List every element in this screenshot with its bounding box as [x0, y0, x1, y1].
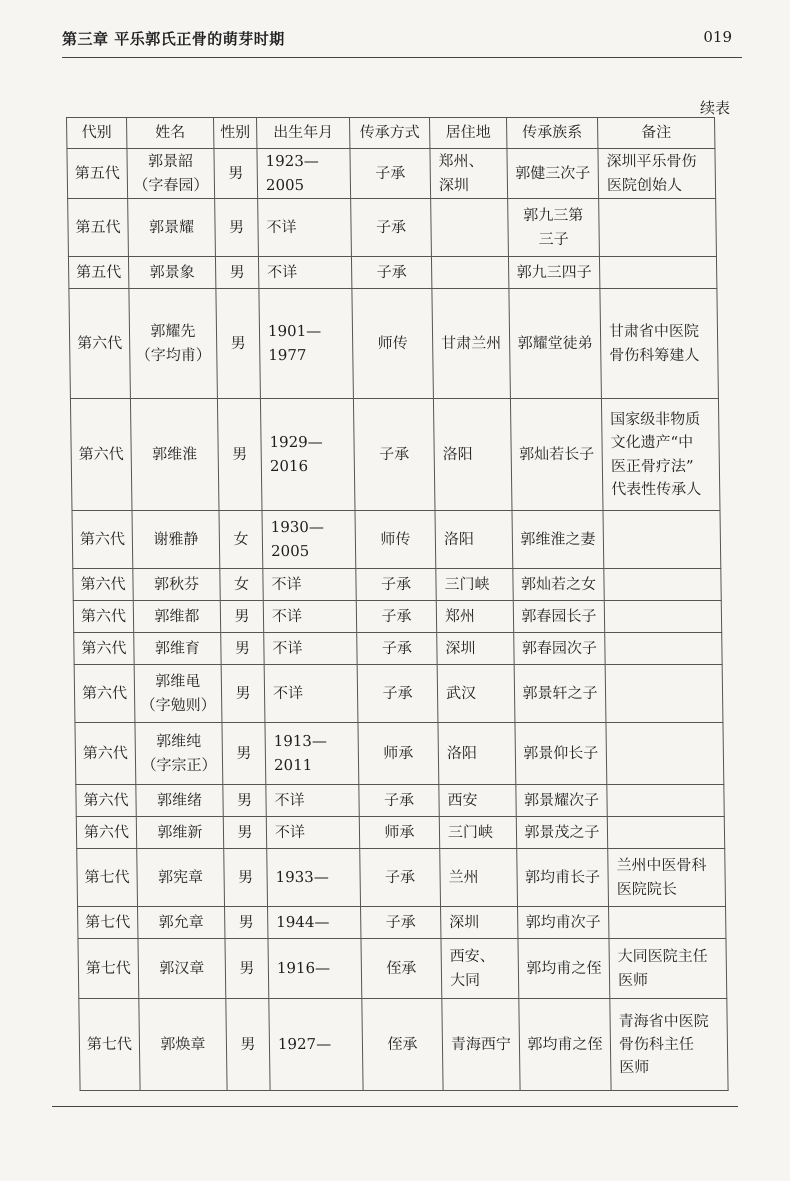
cell-name: 郭秋芬: [133, 569, 220, 601]
table-row: [72, 511, 721, 569]
table-row: [79, 999, 728, 1091]
cell-birth-years: 不详: [264, 633, 357, 665]
cell-generation: 第六代: [74, 665, 135, 723]
lineage-table-wrapper: [66, 117, 728, 1091]
cell-remarks: 甘肃省中医院 骨伤科筹建人: [600, 289, 719, 399]
cell-remarks: [605, 665, 723, 723]
cell-birth-years: 1913— 2011: [265, 723, 359, 785]
header-generation: 代别: [67, 118, 127, 149]
cell-generation: 第六代: [73, 569, 133, 601]
cell-lineage: 郭九三四子: [508, 257, 599, 289]
table-row: [67, 149, 716, 199]
cell-inheritance-method: 师承: [358, 723, 439, 785]
header-residence: 居住地: [430, 118, 507, 149]
cell-lineage: 郭维淮之妻: [512, 511, 604, 569]
cell-name: 郭焕章: [139, 999, 227, 1091]
cell-lineage: 郭均甫之侄: [519, 999, 611, 1091]
header-birth-years: 出生年月: [257, 118, 350, 149]
cell-inheritance-method: 子承: [351, 257, 431, 289]
cell-name: 郭维淮: [130, 399, 219, 511]
cell-lineage: 郭灿若长子: [510, 399, 603, 511]
cell-gender: 男: [225, 907, 268, 939]
cell-generation: 第五代: [68, 257, 128, 289]
cell-remarks: 大同医院主任 医师: [609, 939, 727, 999]
cell-gender: 男: [222, 723, 266, 785]
cell-residence: [431, 257, 508, 289]
table-row: [75, 723, 724, 785]
table-row: [74, 665, 723, 723]
cell-residence: 甘肃兰州: [432, 289, 511, 399]
table-row: [68, 257, 716, 289]
table-row: [73, 601, 721, 633]
cell-inheritance-method: 师传: [352, 289, 434, 399]
cell-birth-years: 不详: [266, 785, 359, 817]
bottom-rule: [52, 1106, 738, 1107]
cell-generation: 第六代: [76, 817, 136, 849]
cell-generation: 第六代: [73, 601, 133, 633]
cell-generation: 第六代: [74, 633, 134, 665]
cell-inheritance-method: 子承: [357, 633, 437, 665]
table-row: [68, 199, 717, 257]
cell-lineage: 郭灿若之女: [513, 569, 604, 601]
cell-residence: 洛阳: [438, 723, 516, 785]
chapter-title: 第三章 平乐郭氏正骨的萌芽时期: [62, 30, 285, 48]
page-header: [62, 28, 732, 56]
header-name: 姓名: [127, 118, 214, 149]
cell-inheritance-method: 侄承: [361, 939, 442, 999]
cell-inheritance-method: 师承: [359, 817, 439, 849]
cell-gender: 女: [220, 569, 263, 601]
cell-remarks: [605, 633, 722, 665]
cell-birth-years: 1923— 2005: [257, 149, 351, 199]
cell-lineage: 郭春园次子: [514, 633, 605, 665]
table-row: [74, 633, 722, 665]
cell-remarks: 青海省中医院 骨伤科主任 医师: [610, 999, 728, 1091]
cell-residence: 武汉: [437, 665, 515, 723]
cell-remarks: [599, 199, 717, 257]
cell-generation: 第六代: [69, 289, 131, 399]
cell-lineage: 郭景茂之子: [516, 817, 607, 849]
cell-lineage: 郭均甫次子: [518, 907, 609, 939]
cell-generation: 第七代: [78, 939, 139, 999]
cell-gender: 男: [216, 289, 261, 399]
cell-remarks: [609, 907, 726, 939]
cell-residence: 洛阳: [433, 399, 512, 511]
table-row: [76, 817, 724, 849]
cell-remarks: [604, 601, 721, 633]
cell-birth-years: 不详: [266, 817, 359, 849]
cell-gender: 男: [220, 601, 263, 633]
table-row: [76, 785, 724, 817]
cell-inheritance-method: 子承: [360, 849, 441, 907]
cell-residence: 兰州: [440, 849, 518, 907]
cell-remarks: 兰州中医骨科 医院院长: [608, 849, 726, 907]
cell-gender: 男: [215, 199, 259, 257]
cell-gender: 男: [214, 149, 258, 199]
cell-inheritance-method: 子承: [351, 199, 432, 257]
cell-residence: 郑州、 深圳: [430, 149, 508, 199]
cell-lineage: 郭健三次子: [507, 149, 599, 199]
cell-generation: 第五代: [68, 199, 129, 257]
header-lineage: 传承族系: [507, 118, 598, 149]
table-caption: 续表: [699, 99, 730, 117]
cell-inheritance-method: 子承: [359, 785, 439, 817]
cell-remarks: [606, 723, 724, 785]
cell-generation: 第六代: [70, 399, 132, 511]
cell-name: 郭维育: [134, 633, 221, 665]
cell-lineage: 郭春园长子: [513, 601, 604, 633]
cell-gender: 男: [224, 849, 268, 907]
cell-name: 郭景象: [128, 257, 215, 289]
cell-birth-years: 1929— 2016: [260, 399, 355, 511]
cell-inheritance-method: 子承: [361, 907, 441, 939]
cell-name: 郭耀先 （字均甫）: [129, 289, 218, 399]
cell-lineage: 郭均甫之侄: [518, 939, 610, 999]
cell-birth-years: 不详: [258, 199, 352, 257]
cell-generation: 第七代: [78, 907, 138, 939]
cell-gender: 女: [219, 511, 263, 569]
cell-generation: 第七代: [77, 849, 138, 907]
cell-birth-years: 不详: [263, 569, 356, 601]
cell-generation: 第五代: [67, 149, 128, 199]
cell-name: 郭汉章: [138, 939, 226, 999]
cell-inheritance-method: 师传: [355, 511, 436, 569]
cell-generation: 第六代: [72, 511, 133, 569]
cell-remarks: 国家级非物质 文化遗产“中 医正骨疗法” 代表性传承人: [601, 399, 720, 511]
header-gender: 性别: [214, 118, 257, 149]
table-row: [70, 399, 720, 511]
cell-gender: 男: [225, 939, 269, 999]
cell-birth-years: 1927—: [269, 999, 363, 1091]
cell-gender: 男: [226, 999, 270, 1091]
cell-inheritance-method: 子承: [353, 399, 435, 511]
cell-name: 郭景韶 （字春园）: [127, 149, 215, 199]
cell-residence: 西安、 大同: [441, 939, 519, 999]
cell-gender: 男: [215, 257, 258, 289]
cell-residence: 青海西宁: [442, 999, 520, 1091]
cell-residence: 洛阳: [435, 511, 513, 569]
table-row: [73, 569, 721, 601]
cell-name: 郭宪章: [137, 849, 225, 907]
cell-gender: 男: [223, 785, 266, 817]
cell-lineage: 郭景轩之子: [514, 665, 606, 723]
table-row: [78, 907, 726, 939]
table-header-row: [67, 118, 715, 149]
cell-gender: 男: [223, 817, 266, 849]
table-row: [78, 939, 727, 999]
cell-residence: 三门峡: [436, 569, 513, 601]
lineage-table: [66, 117, 729, 1091]
cell-inheritance-method: 子承: [356, 569, 436, 601]
table-body: [67, 149, 728, 1091]
cell-lineage: 郭耀堂徒弟: [509, 289, 602, 399]
cell-remarks: [604, 569, 721, 601]
cell-birth-years: 1916—: [268, 939, 362, 999]
cell-generation: 第六代: [76, 785, 136, 817]
cell-gender: 男: [221, 633, 264, 665]
cell-birth-years: 不详: [264, 665, 358, 723]
cell-lineage: 郭均甫长子: [517, 849, 609, 907]
cell-inheritance-method: 子承: [350, 149, 431, 199]
cell-inheritance-method: 子承: [356, 601, 436, 633]
cell-birth-years: 1901— 1977: [259, 289, 354, 399]
cell-gender: 男: [221, 665, 265, 723]
cell-inheritance-method: 侄承: [362, 999, 443, 1091]
cell-residence: 深圳: [437, 633, 514, 665]
cell-birth-years: 1933—: [267, 849, 361, 907]
cell-remarks: 深圳平乐骨伤 医院创始人: [598, 149, 716, 199]
table-row: [69, 289, 719, 399]
cell-name: 郭允章: [138, 907, 225, 939]
cell-inheritance-method: 子承: [357, 665, 438, 723]
cell-name: 郭维绪: [136, 785, 223, 817]
cell-residence: 郑州: [436, 601, 513, 633]
cell-residence: 西安: [439, 785, 516, 817]
cell-generation: 第六代: [75, 723, 136, 785]
cell-remarks: [607, 785, 724, 817]
cell-remarks: [599, 257, 716, 289]
cell-generation: 第七代: [79, 999, 140, 1091]
header-inheritance-method: 传承方式: [350, 118, 430, 149]
cell-birth-years: 不详: [263, 601, 356, 633]
cell-lineage: 郭九三第 三子: [508, 199, 600, 257]
cell-name: 郭维纯 （字宗正）: [135, 723, 223, 785]
cell-remarks: [607, 817, 724, 849]
cell-name: 谢雅静: [132, 511, 220, 569]
page-number: 019: [703, 28, 732, 46]
table-row: [77, 849, 726, 907]
cell-residence: [431, 199, 509, 257]
cell-birth-years: 1930— 2005: [262, 511, 356, 569]
cell-lineage: 郭景仰长子: [515, 723, 607, 785]
cell-name: 郭维黾 （字勉则）: [134, 665, 222, 723]
cell-birth-years: 不详: [258, 257, 351, 289]
cell-name: 郭维都: [133, 601, 220, 633]
cell-name: 郭维新: [136, 817, 223, 849]
cell-remarks: [603, 511, 721, 569]
cell-residence: 深圳: [441, 907, 518, 939]
cell-gender: 男: [217, 399, 262, 511]
header-rule: [62, 57, 742, 58]
cell-name: 郭景耀: [128, 199, 216, 257]
header-remarks: 备注: [598, 118, 715, 149]
cell-lineage: 郭景耀次子: [516, 785, 607, 817]
cell-birth-years: 1944—: [268, 907, 361, 939]
cell-residence: 三门峡: [439, 817, 516, 849]
